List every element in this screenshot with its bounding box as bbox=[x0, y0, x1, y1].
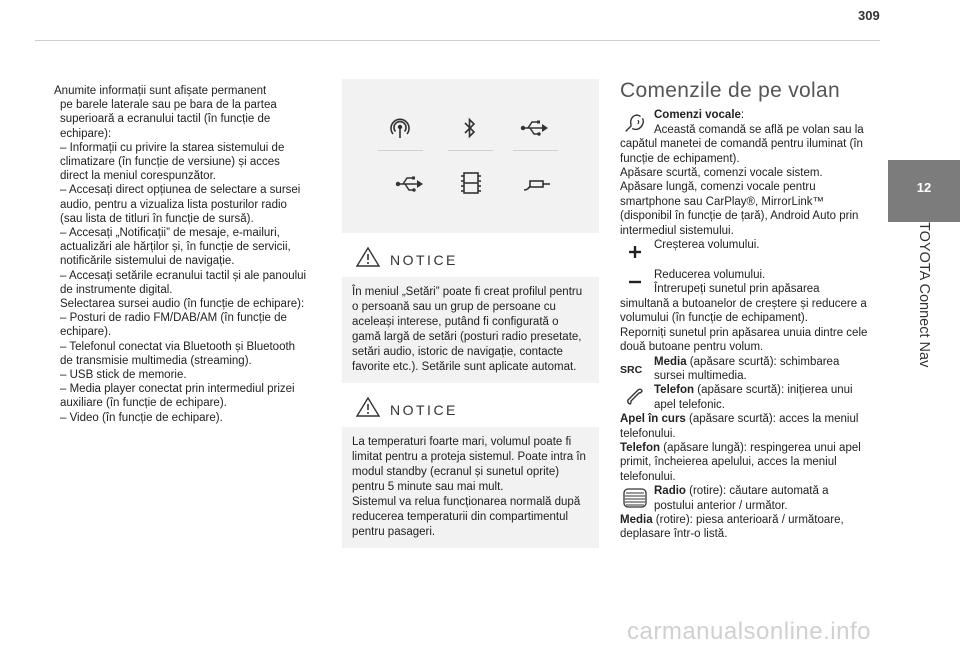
bluetooth-icon bbox=[462, 117, 478, 139]
text-line: apel telefonic. bbox=[654, 398, 725, 411]
text-line: – Informații cu privire la starea sistemului de bbox=[60, 141, 285, 154]
text-line: Sistemul va relua funcționarea normală după bbox=[352, 496, 581, 508]
voice-command-entry bbox=[620, 108, 876, 137]
text-line: Reporniți sunetul prin apăsarea unuia dintre cele bbox=[620, 326, 868, 339]
text-line: simultană a butoanelor de creștere și reducere a bbox=[620, 297, 867, 310]
text-line: – Posturi de radio FM/DAB/AM (în funcție de bbox=[60, 312, 287, 325]
text-line: pe barele laterale sau pe bara de la partea bbox=[60, 99, 277, 112]
divider bbox=[378, 150, 423, 151]
divider bbox=[513, 150, 558, 151]
text-line: audio, pentru a vizualiza lista posturilor radio bbox=[60, 198, 287, 211]
notice-box-profiles bbox=[342, 240, 599, 383]
chapter-number: 12 bbox=[916, 180, 932, 195]
thumbwheel-icon bbox=[622, 487, 648, 509]
text-line: Anumite informații sunt afișate permanent bbox=[54, 85, 267, 97]
notice-body bbox=[342, 427, 599, 548]
text-line: aceleași interese, putând fi configurată o bbox=[352, 316, 559, 328]
text-line bbox=[620, 470, 876, 484]
section-heading: Comenzile de pe volan bbox=[620, 79, 840, 102]
divider bbox=[448, 150, 493, 151]
radio-label-rest: (rotire): căutare automată a bbox=[685, 485, 829, 498]
text-line: Apăsare scurtă, comenzi vocale sistem. bbox=[620, 167, 823, 180]
chapter-label bbox=[910, 222, 938, 562]
text-line: Apăsare lungă, comenzi vocale pentru bbox=[620, 181, 816, 194]
page-number: 309 bbox=[858, 8, 880, 23]
text-span: deplasare într-o listă. bbox=[620, 528, 728, 541]
text-line bbox=[620, 412, 876, 426]
bold-term: Apel în curs bbox=[620, 413, 686, 426]
radio-title bbox=[654, 484, 876, 498]
phone-label: Telefon bbox=[654, 384, 695, 397]
radio-icon bbox=[389, 117, 411, 139]
text-line: Selectarea sursei audio (în funcție de echipare): bbox=[60, 298, 305, 311]
volume-up-entry bbox=[620, 238, 876, 268]
notice-title: NOTICE bbox=[390, 402, 458, 418]
text-span: (apăsare scurtă): acces la meniul bbox=[685, 413, 859, 426]
text-line: – Telefonul conectat via Bluetooth și Bluetooth bbox=[60, 340, 296, 353]
notice-body bbox=[342, 277, 599, 383]
chapter-tab[interactable] bbox=[888, 160, 960, 222]
usb-icon bbox=[395, 175, 425, 193]
text-line: La temperaturi foarte mari, volumul poate fi bbox=[352, 436, 572, 448]
text-line: intermediul sistemului. bbox=[620, 224, 734, 237]
voice-label: Comenzi vocale bbox=[654, 109, 741, 122]
warning-icon bbox=[355, 246, 381, 268]
text-line: setări audio, istoric de navigație, contacte bbox=[352, 346, 563, 358]
text-line: de instrumente digital. bbox=[60, 283, 173, 296]
text-line bbox=[620, 527, 876, 541]
src-label-rest: (apăsare scurtă): schimbarea bbox=[686, 355, 840, 368]
text-span: telefonului. bbox=[620, 470, 676, 483]
text-line: capătul manetei de comandă pentru iluminat (în bbox=[620, 138, 863, 151]
src-label: Media bbox=[654, 355, 687, 368]
text-line: Reducerea volumului. bbox=[654, 269, 766, 282]
text-line: – Accesați direct opțiunea de selectare a sursei bbox=[60, 184, 301, 197]
text-line: (sau lista de titluri în funcție de sursă). bbox=[60, 212, 254, 225]
left-column bbox=[54, 84, 330, 425]
usb-icon bbox=[520, 119, 550, 137]
notice-header bbox=[342, 390, 599, 427]
text-line: Creșterea volumului. bbox=[654, 239, 760, 252]
voice-command-icon bbox=[622, 110, 648, 136]
text-line: limitat pentru a proteja sistemul. Poate intra în bbox=[352, 451, 586, 463]
text-line: În meniul „Setări” poate fi creat profilul pentru bbox=[352, 286, 583, 298]
text-line: de transmisie multimedia (streaming). bbox=[60, 354, 252, 367]
video-icon bbox=[460, 171, 482, 195]
phone-icon bbox=[622, 386, 648, 408]
aux-jack-icon bbox=[522, 175, 552, 193]
notice-title: NOTICE bbox=[390, 252, 458, 268]
text-line bbox=[620, 455, 876, 469]
bold-term: Telefon bbox=[620, 441, 661, 454]
right-column bbox=[620, 79, 876, 542]
text-line: echipare). bbox=[60, 326, 112, 339]
src-icon: SRC bbox=[620, 363, 643, 376]
text-line: modul standby (ecranul și sunetul oprite) bbox=[352, 466, 560, 478]
text-line: gamă largă de setări (posturi radio presetate, bbox=[352, 331, 582, 343]
text-line: climatizare (în funcție de versiune) și acces bbox=[60, 156, 280, 169]
voice-title bbox=[654, 108, 876, 122]
text-line: smartphone sau CarPlay®, MirrorLink™ bbox=[620, 195, 825, 208]
bold-term: Media bbox=[620, 513, 653, 526]
plus-icon bbox=[622, 244, 648, 260]
text-line: – Media player conectat prin intermediul prizei bbox=[60, 383, 295, 396]
text-line: (disponibil în funcție de țară), Android Auto prin bbox=[620, 210, 859, 223]
text-line: pentru 5 minute sau mai mult. bbox=[352, 481, 504, 493]
text-line: două butoane pentru volum. bbox=[620, 341, 764, 354]
notice-box-temperature bbox=[342, 390, 599, 548]
text-span: (apăsare lungă): respingerea unui apel bbox=[660, 441, 861, 454]
text-line: notificările sistemului de navigație. bbox=[60, 255, 235, 268]
warning-icon bbox=[355, 396, 381, 418]
text-line: reducerea temperaturii din compartimentul bbox=[352, 511, 569, 523]
text-line: sursei multimedia. bbox=[654, 369, 747, 382]
text-span: primit, încheierea apelului, acces la meniul bbox=[620, 456, 837, 469]
text-line: – USB stick de memorie. bbox=[60, 369, 187, 382]
text-line bbox=[620, 513, 876, 527]
text-line: – Video (în funcție de echipare). bbox=[60, 411, 223, 424]
text-line: echipare): bbox=[60, 127, 112, 140]
text-line bbox=[620, 427, 876, 441]
chapter-title: TOYOTA Connect Nav bbox=[916, 222, 932, 368]
minus-icon bbox=[622, 274, 648, 290]
phone-title bbox=[654, 383, 876, 397]
text-line: auxiliare (în funcție de echipare). bbox=[60, 397, 227, 410]
text-line bbox=[620, 441, 876, 455]
text-line: superioară a ecranului tactil (în funcție de bbox=[60, 113, 271, 126]
text-line: – Accesați „Notificații” de mesaje, e-mailuri, bbox=[60, 227, 280, 240]
text-line: – Accesați setările ecranului tactil și ale panoului bbox=[60, 269, 307, 282]
text-line: funcție de echipament). bbox=[620, 152, 740, 165]
text-span: telefonului. bbox=[620, 427, 676, 440]
source-entry bbox=[620, 355, 876, 384]
phone-label-rest: (apăsare scurtă): inițierea unui bbox=[694, 384, 853, 397]
text-span: (rotire): piesa anterioară / următoare, bbox=[652, 513, 844, 526]
text-line: actualizări ale hărților și, în funcție de servicii, bbox=[60, 241, 291, 254]
text-line: o persoană sau un grup de persoane cu bbox=[352, 301, 556, 313]
src-title bbox=[654, 355, 876, 369]
phone-entry bbox=[620, 383, 876, 412]
audio-sources-panel bbox=[342, 79, 599, 233]
text-line: postului anterior / următor. bbox=[654, 499, 788, 512]
text-line: Întrerupeți sunetul prin apăsarea bbox=[654, 283, 820, 296]
radio-label: Radio bbox=[654, 485, 686, 498]
header-rule bbox=[35, 40, 880, 41]
text-line: pentru pasageri. bbox=[352, 526, 436, 538]
text-line: direct la meniul corespunzător. bbox=[60, 170, 216, 183]
text-line: volumului (în funcție de echipament). bbox=[620, 312, 808, 325]
text-line: favorite etc.). Setările sunt aplicate automat. bbox=[352, 361, 577, 373]
radio-entry bbox=[620, 484, 876, 513]
text-line: Această comandă se află pe volan sau la bbox=[654, 123, 864, 136]
voice-label-rest: : bbox=[740, 109, 745, 122]
watermark: carmanualsonline.info bbox=[627, 618, 871, 645]
volume-down-entry bbox=[620, 268, 876, 297]
notice-header bbox=[342, 240, 599, 277]
